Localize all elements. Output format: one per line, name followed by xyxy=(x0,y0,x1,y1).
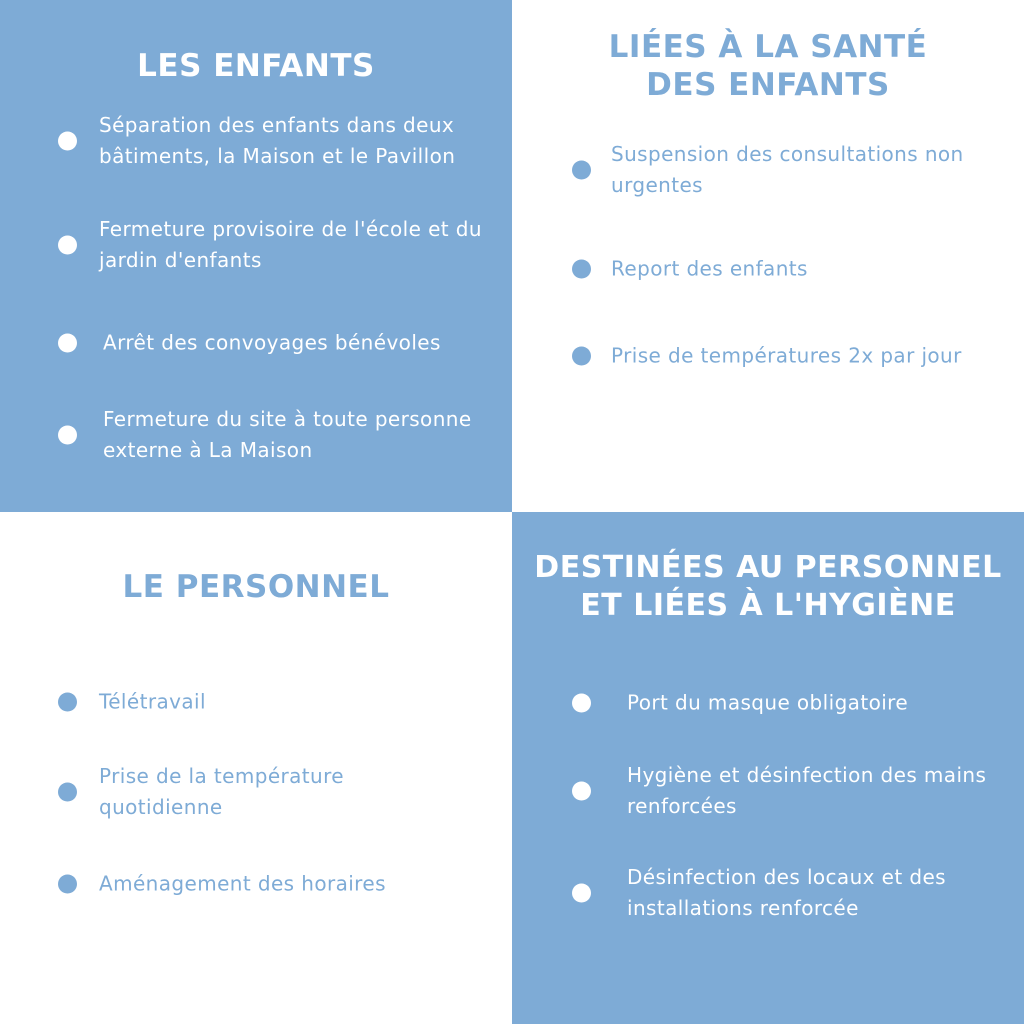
panel-title: LE PERSONNEL xyxy=(122,569,390,605)
bullet-dot-icon xyxy=(58,783,77,802)
list-item xyxy=(512,142,1024,197)
bullet-dot-icon xyxy=(58,132,77,151)
list-item xyxy=(0,330,512,355)
list-item xyxy=(0,113,512,168)
list-item-text: Prise de la température quotidienne xyxy=(99,764,345,819)
list-item xyxy=(0,217,512,272)
list-item-text: Fermeture provisoire de l'école et du jardin d'enfants xyxy=(99,217,482,272)
bullet-dot-icon xyxy=(572,694,591,713)
panel-title-line: DES ENFANTS xyxy=(646,67,890,103)
panel-les-enfants xyxy=(0,0,512,512)
bullet-dot-icon xyxy=(572,347,591,366)
list-item-text: Report des enfants xyxy=(611,256,808,281)
panel-title: LES ENFANTS xyxy=(137,48,375,84)
panel-title xyxy=(512,28,1024,104)
list-item xyxy=(512,763,1024,818)
list-item xyxy=(512,865,1024,920)
bullet-dot-icon xyxy=(58,875,77,894)
panel-title-line: DESTINÉES AU PERSONNEL xyxy=(534,550,1002,585)
list-item xyxy=(0,689,512,714)
list-item-text: Désinfection des locaux et des installations renforcée xyxy=(627,865,946,920)
list-item-text: Télétravail xyxy=(99,689,206,714)
list-item-text: Séparation des enfants dans deux bâtiments, la Maison et le Pavillon xyxy=(99,113,456,168)
list-item xyxy=(0,871,512,896)
bullet-dot-icon xyxy=(572,884,591,903)
list-item-text: Prise de températures 2x par jour xyxy=(611,343,962,368)
panel-title-line: LIÉES À LA SANTÉ xyxy=(608,29,928,65)
bullet-dot-icon xyxy=(58,426,77,445)
list-item xyxy=(0,407,512,462)
list-item-text: Arrêt des convoyages bénévoles xyxy=(103,330,441,355)
panel-personnel-hygiene xyxy=(512,512,1024,1024)
list-item xyxy=(512,690,1024,715)
panel-sante-enfants xyxy=(512,0,1024,512)
panel-le-personnel xyxy=(0,512,512,1024)
list-item-text: Aménagement des horaires xyxy=(99,871,386,896)
bullet-dot-icon xyxy=(58,236,77,255)
bullet-dot-icon xyxy=(572,161,591,180)
panel-title-line: ET LIÉES À L'HYGIÈNE xyxy=(580,588,956,623)
bullet-dot-icon xyxy=(572,260,591,279)
list-item-text: Hygiène et désinfection des mains renforcées xyxy=(627,763,987,818)
bullet-dot-icon xyxy=(58,334,77,353)
list-item-text: Port du masque obligatoire xyxy=(627,690,909,715)
list-item xyxy=(0,764,512,819)
bullet-dot-icon xyxy=(58,693,77,712)
bullet-dot-icon xyxy=(572,782,591,801)
list-item xyxy=(512,256,1024,281)
list-item xyxy=(512,343,1024,368)
list-item-text: Suspension des consultations non urgentes xyxy=(611,142,964,197)
panel-title xyxy=(512,549,1024,625)
list-item-text: Fermeture du site à toute personne externe à La Maison xyxy=(103,407,472,462)
